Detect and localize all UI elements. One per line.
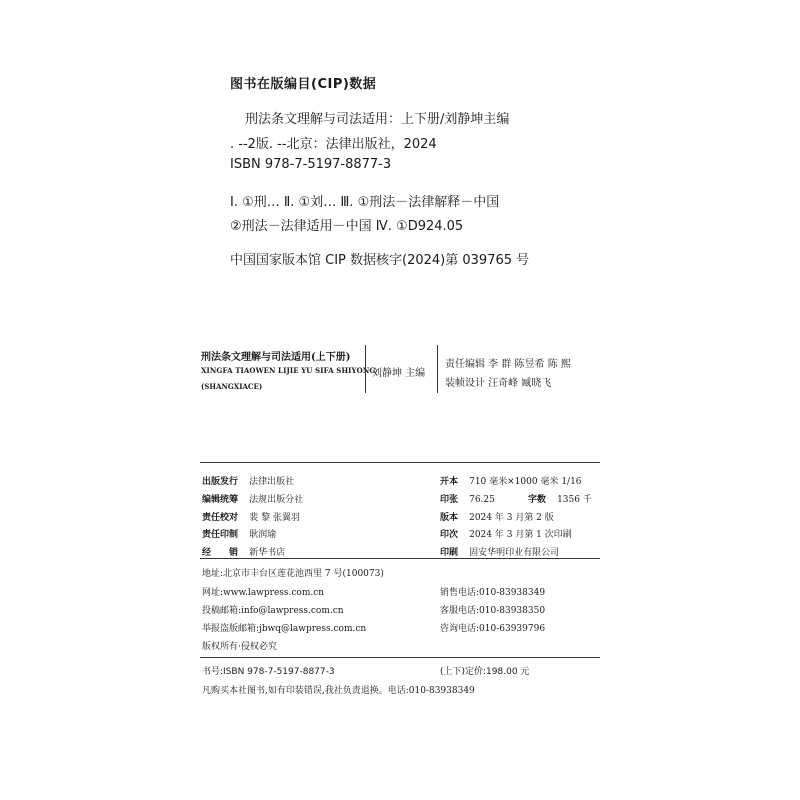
book-title-pinyin: XINGFA TIAOWEN LIJIE YU SIFA SHIYONG [201, 366, 376, 375]
cip-classification-line-2: ②刑法－法律适用－中国 Ⅳ. ①D924.05 [230, 219, 464, 234]
submission-email: 投稿邮箱:info@lawpress.com.cn [202, 606, 344, 616]
divider [437, 345, 438, 393]
rights-notice: 版权所有·侵权必究 [202, 642, 277, 652]
book-title-pinyin-suffix: (SHANGXIACE) [201, 382, 263, 391]
editorial-row [202, 487, 303, 506]
distributor-value: 新华书店 [249, 548, 286, 558]
cip-classification-line: Ⅰ. ①刑… Ⅱ. ①刘… Ⅲ. ①刑法－法律解释－中国 [230, 195, 500, 210]
impression-value: 2024 年 3 月第 1 次印刷 [469, 530, 572, 540]
sheets-row [440, 487, 592, 506]
cip-title-line: 刑法条文理解与司法适用：上下册/刘静坤主编 [245, 112, 510, 127]
format-label: 开本 [440, 477, 459, 487]
word-count-label: 字数 [527, 495, 546, 505]
divider [365, 345, 366, 393]
printing-supervisor-label: 责任印制 [202, 530, 239, 540]
format-row [440, 469, 582, 488]
book-title: 刑法条文理解与司法适用(上下册) [201, 352, 351, 363]
price: (上下)定价:198.00 元 [440, 667, 530, 677]
editorial-label: 编辑统筹 [202, 495, 239, 505]
edition-label: 版本 [440, 513, 459, 523]
format-value: 710 毫米×1000 毫米 1/16 [469, 477, 582, 487]
staff-editors: 责任编辑 李 群 陈昱希 陈 熙 [445, 359, 571, 370]
edition-value: 2024 年 3 月第 2 版 [469, 513, 554, 523]
isbn: 书号:ISBN 978-7-5197-8877-3 [202, 667, 335, 677]
website: 网址:www.lawpress.com.cn [202, 588, 325, 598]
editorial-value: 法规出版分社 [249, 495, 304, 505]
publisher-row [202, 469, 294, 488]
cip-heading: 图书在版编目(CIP)数据 [230, 77, 377, 92]
cip-isbn-line: ISBN 978-7-5197-8877-3 [230, 157, 392, 172]
printing-supervisor-value: 耿润瑜 [249, 530, 277, 540]
impression-row [440, 522, 572, 541]
cip-edition-line: . --2版. --北京：法律出版社，2024 [230, 137, 437, 152]
address: 地址:北京市丰台区莲花池西里 7 号(100073) [202, 569, 384, 579]
staff-design: 装帧设计 汪奇峰 臧晓飞 [445, 378, 552, 389]
divider [200, 558, 600, 559]
divider [200, 657, 600, 658]
piracy-report-email: 举报盗版邮箱:jbwq@lawpress.com.cn [202, 624, 367, 634]
impression-label: 印次 [440, 530, 459, 540]
return-notice: 凡购买本社图书,如有印装错误,我社负责退换。电话:010-83938349 [202, 686, 475, 696]
proofread-value: 裴 黎 张翼羽 [249, 513, 300, 523]
distributor-label: 经 销 [202, 548, 239, 558]
publisher-value: 法律出版社 [249, 477, 295, 487]
sheets-label: 印张 [440, 495, 459, 505]
printer-value: 固安华明印业有限公司 [469, 548, 560, 558]
service-phone: 客服电话:010-83938350 [440, 606, 546, 616]
distributor-row [202, 540, 285, 559]
sheets-value: 76.25 [469, 495, 495, 505]
book-author: 刘静坤 主编 [372, 368, 426, 379]
divider [200, 462, 600, 463]
printing-supervisor-row [202, 522, 276, 541]
printer-label: 印刷 [440, 548, 459, 558]
inquiry-phone: 咨询电话:010-63939796 [440, 624, 546, 634]
publisher-label: 出版发行 [202, 477, 239, 487]
sales-phone: 销售电话:010-83938349 [440, 588, 546, 598]
cip-record-number: 中国国家版本馆 CIP 数据核字(2024)第 039765 号 [230, 253, 530, 268]
proofread-label: 责任校对 [202, 513, 239, 523]
word-count-value: 1356 千 [557, 495, 592, 505]
printer-row [440, 540, 559, 559]
